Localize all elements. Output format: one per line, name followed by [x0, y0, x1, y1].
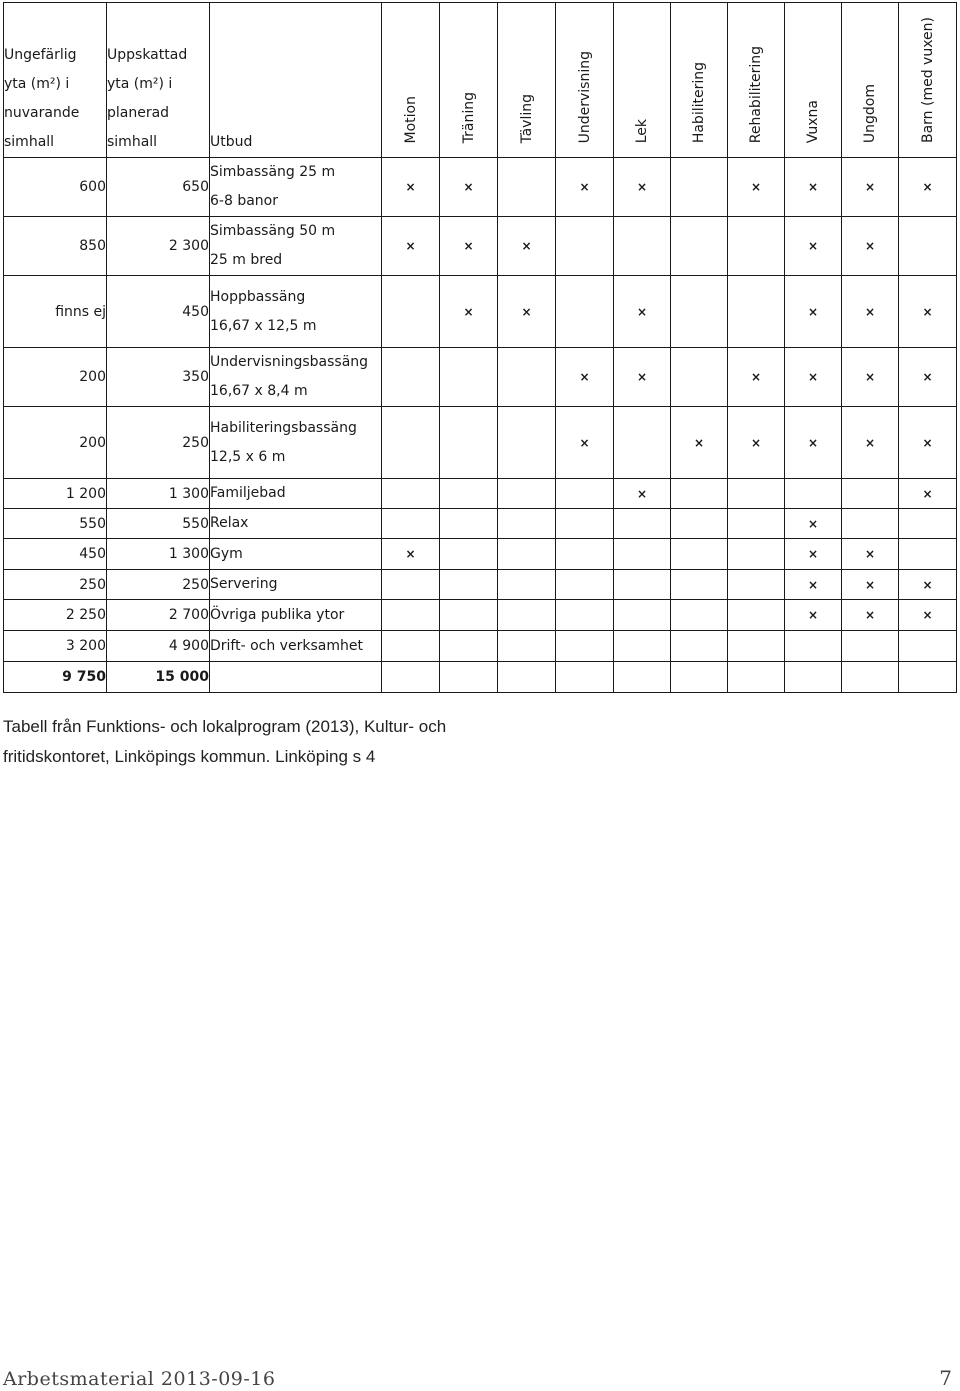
mark-cell: ×	[842, 600, 899, 631]
mark-cell: ×	[899, 407, 957, 479]
empty-cell	[728, 600, 785, 631]
total-planned-cell: 15 000	[107, 662, 210, 693]
mark-cell: ×	[614, 158, 671, 217]
header-activity: Tävling	[498, 3, 556, 158]
empty-cell	[671, 631, 728, 662]
empty-cell	[498, 539, 556, 570]
table-row	[4, 348, 957, 407]
current-area-cell: finns ej	[4, 276, 107, 348]
utbud-cell: Relax	[210, 509, 382, 539]
header-planned-area: Uppskattad yta (m²) i planerad simhall	[107, 3, 210, 158]
empty-cell	[498, 158, 556, 217]
table-row	[4, 570, 957, 600]
mark-cell: ×	[440, 276, 498, 348]
empty-cell	[671, 158, 728, 217]
mark-cell: ×	[842, 348, 899, 407]
empty-cell	[614, 600, 671, 631]
planned-area-cell: 550	[107, 509, 210, 539]
empty-cell	[728, 539, 785, 570]
utbud-cell: Simbassäng 50 m 25 m bred	[210, 217, 382, 276]
empty-cell	[899, 631, 957, 662]
mark-cell: ×	[899, 276, 957, 348]
header-activity: Habilitering	[671, 3, 728, 158]
utbud-cell: Drift- och verksamhet	[210, 631, 382, 662]
empty-cell	[440, 509, 498, 539]
empty-cell	[556, 570, 614, 600]
utbud-cell: Simbassäng 25 m 6-8 banor	[210, 158, 382, 217]
empty-cell	[556, 479, 614, 509]
empty-cell	[382, 348, 440, 407]
current-area-cell: 200	[4, 348, 107, 407]
empty-cell	[498, 509, 556, 539]
mark-cell: ×	[842, 407, 899, 479]
empty-cell	[556, 631, 614, 662]
planned-area-cell: 2 300	[107, 217, 210, 276]
empty-cell	[556, 217, 614, 276]
table-row	[4, 276, 957, 348]
utbud-cell: Övriga publika ytor	[210, 600, 382, 631]
empty-cell	[671, 348, 728, 407]
planned-area-cell: 4 900	[107, 631, 210, 662]
utbud-cell: Hoppbassäng 16,67 x 12,5 m	[210, 276, 382, 348]
empty-cell	[556, 509, 614, 539]
empty-cell	[440, 348, 498, 407]
table-row	[4, 407, 957, 479]
header-activity: Rehabilitering	[728, 3, 785, 158]
table-row	[4, 509, 957, 539]
empty-cell	[842, 662, 899, 693]
mark-cell: ×	[899, 600, 957, 631]
mark-cell: ×	[382, 539, 440, 570]
empty-cell	[671, 479, 728, 509]
empty-cell	[728, 662, 785, 693]
current-area-cell: 450	[4, 539, 107, 570]
mark-cell: ×	[785, 570, 842, 600]
empty-cell	[899, 539, 957, 570]
mark-cell: ×	[382, 158, 440, 217]
mark-cell: ×	[785, 348, 842, 407]
table-header-row	[4, 3, 957, 158]
mark-cell: ×	[440, 158, 498, 217]
current-area-cell: 2 250	[4, 600, 107, 631]
mark-cell: ×	[728, 407, 785, 479]
utbud-cell: Servering	[210, 570, 382, 600]
empty-cell	[440, 631, 498, 662]
table-row	[4, 539, 957, 570]
activity-table	[3, 2, 957, 693]
header-activity: Barn (med vuxen)	[899, 3, 957, 158]
mark-cell: ×	[382, 217, 440, 276]
mark-cell: ×	[556, 158, 614, 217]
empty-cell	[440, 407, 498, 479]
mark-cell: ×	[785, 217, 842, 276]
empty-cell	[382, 479, 440, 509]
current-area-cell: 600	[4, 158, 107, 217]
current-area-cell: 250	[4, 570, 107, 600]
mark-cell: ×	[842, 276, 899, 348]
empty-cell	[899, 217, 957, 276]
header-current-area: Ungefärlig yta (m²) i nuvarande simhall	[4, 3, 107, 158]
empty-cell	[498, 600, 556, 631]
empty-cell	[382, 600, 440, 631]
mark-cell: ×	[614, 348, 671, 407]
empty-cell	[498, 662, 556, 693]
mark-cell: ×	[785, 407, 842, 479]
empty-cell	[899, 662, 957, 693]
current-area-cell: 3 200	[4, 631, 107, 662]
utbud-cell: Familjebad	[210, 479, 382, 509]
empty-cell	[614, 509, 671, 539]
mark-cell: ×	[614, 479, 671, 509]
table-row	[4, 479, 957, 509]
empty-cell	[842, 631, 899, 662]
empty-cell	[382, 407, 440, 479]
mark-cell: ×	[785, 539, 842, 570]
header-activity: Motion	[382, 3, 440, 158]
mark-cell: ×	[899, 158, 957, 217]
empty-cell	[671, 276, 728, 348]
empty-cell	[498, 479, 556, 509]
empty-cell	[498, 631, 556, 662]
footer-label: Arbetsmaterial 2013-09-16	[3, 1368, 276, 1390]
empty-cell	[498, 570, 556, 600]
mark-cell: ×	[671, 407, 728, 479]
mark-cell: ×	[899, 570, 957, 600]
mark-cell: ×	[498, 276, 556, 348]
total-current-cell: 9 750	[4, 662, 107, 693]
empty-cell	[728, 276, 785, 348]
current-area-cell: 850	[4, 217, 107, 276]
empty-cell	[785, 479, 842, 509]
empty-cell	[671, 600, 728, 631]
empty-cell	[556, 600, 614, 631]
mark-cell: ×	[842, 217, 899, 276]
header-activity: Ungdom	[842, 3, 899, 158]
empty-cell	[556, 539, 614, 570]
empty-cell	[899, 509, 957, 539]
utbud-cell: Habiliteringsbassäng 12,5 x 6 m	[210, 407, 382, 479]
empty-cell	[614, 539, 671, 570]
current-area-cell: 200	[4, 407, 107, 479]
table-body	[4, 158, 957, 693]
empty-cell	[614, 570, 671, 600]
empty-cell	[614, 662, 671, 693]
empty-cell	[440, 539, 498, 570]
planned-area-cell: 650	[107, 158, 210, 217]
planned-area-cell: 250	[107, 407, 210, 479]
table-row	[4, 158, 957, 217]
mark-cell: ×	[556, 348, 614, 407]
planned-area-cell: 1 300	[107, 539, 210, 570]
empty-cell	[210, 662, 382, 693]
mark-cell: ×	[556, 407, 614, 479]
empty-cell	[440, 570, 498, 600]
utbud-cell: Gym	[210, 539, 382, 570]
header-activity: Lek	[614, 3, 671, 158]
empty-cell	[382, 509, 440, 539]
header-activity: Träning	[440, 3, 498, 158]
empty-cell	[671, 217, 728, 276]
empty-cell	[382, 662, 440, 693]
empty-cell	[498, 407, 556, 479]
mark-cell: ×	[728, 348, 785, 407]
empty-cell	[728, 509, 785, 539]
header-activity: Vuxna	[785, 3, 842, 158]
planned-area-cell: 450	[107, 276, 210, 348]
mark-cell: ×	[785, 158, 842, 217]
table-row	[4, 600, 957, 631]
current-area-cell: 1 200	[4, 479, 107, 509]
mark-cell: ×	[842, 539, 899, 570]
empty-cell	[728, 570, 785, 600]
mark-cell: ×	[785, 276, 842, 348]
empty-cell	[671, 509, 728, 539]
empty-cell	[671, 570, 728, 600]
utbud-cell: Undervisningsbassäng 16,67 x 8,4 m	[210, 348, 382, 407]
empty-cell	[382, 631, 440, 662]
page-number: 7	[939, 1366, 952, 1390]
mark-cell: ×	[842, 570, 899, 600]
header-utbud: Utbud	[210, 3, 382, 158]
empty-cell	[440, 479, 498, 509]
header-activity: Undervisning	[556, 3, 614, 158]
empty-cell	[671, 539, 728, 570]
empty-cell	[556, 276, 614, 348]
mark-cell: ×	[842, 158, 899, 217]
table-row	[4, 631, 957, 662]
table-caption: Tabell från Funktions- och lokalprogram (2013), Kultur- och fritidskontoret, Linköpings kommun. Linköping s 4	[3, 717, 447, 766]
empty-cell	[614, 407, 671, 479]
mark-cell: ×	[614, 276, 671, 348]
planned-area-cell: 1 300	[107, 479, 210, 509]
mark-cell: ×	[785, 600, 842, 631]
empty-cell	[382, 276, 440, 348]
empty-cell	[842, 509, 899, 539]
empty-cell	[440, 662, 498, 693]
empty-cell	[382, 570, 440, 600]
mark-cell: ×	[728, 158, 785, 217]
planned-area-cell: 2 700	[107, 600, 210, 631]
empty-cell	[614, 217, 671, 276]
empty-cell	[728, 479, 785, 509]
empty-cell	[556, 662, 614, 693]
planned-area-cell: 250	[107, 570, 210, 600]
empty-cell	[614, 631, 671, 662]
mark-cell: ×	[440, 217, 498, 276]
mark-cell: ×	[498, 217, 556, 276]
empty-cell	[671, 662, 728, 693]
totals-row	[4, 662, 957, 693]
table-row	[4, 217, 957, 276]
mark-cell: ×	[899, 479, 957, 509]
empty-cell	[842, 479, 899, 509]
empty-cell	[728, 631, 785, 662]
empty-cell	[440, 600, 498, 631]
mark-cell: ×	[785, 509, 842, 539]
empty-cell	[785, 662, 842, 693]
planned-area-cell: 350	[107, 348, 210, 407]
current-area-cell: 550	[4, 509, 107, 539]
empty-cell	[498, 348, 556, 407]
mark-cell: ×	[899, 348, 957, 407]
empty-cell	[785, 631, 842, 662]
empty-cell	[728, 217, 785, 276]
